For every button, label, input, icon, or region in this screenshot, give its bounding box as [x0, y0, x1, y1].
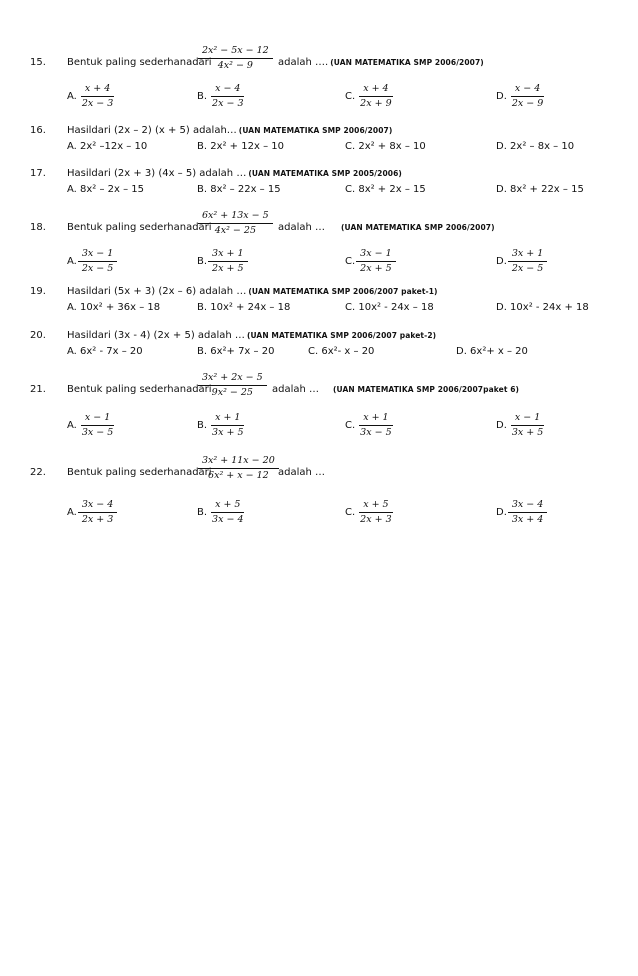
option-a[interactable]: A. $\frac{3x - 4}{2x + 3}$	[67, 499, 118, 526]
question-stem	[67, 467, 212, 478]
option-b[interactable]: B. $\frac{3x + 1}{2x + 5}$	[197, 248, 249, 275]
question-stem: Hasildari (2x + 3) (4x – 5) adalah … (UAN MATEMATIKA SMP 2005/2006)	[67, 168, 402, 179]
option-c[interactable]: C. 6x²- x – 20	[308, 346, 375, 357]
question-stem	[67, 384, 212, 395]
fraction-numerator: 2x² − 5x − 12	[198, 45, 273, 59]
source-note: (UAN MATEMATIKA SMP 2006/2007)	[341, 223, 495, 232]
question-15	[30, 45, 615, 117]
stem-suffix: adalah …	[278, 467, 326, 478]
question-22	[30, 455, 615, 533]
option-c[interactable]: C. 8x² + 2x – 15	[345, 184, 426, 195]
stem-prefix: Bentuk paling sederhanadari	[67, 384, 212, 395]
option-d[interactable]: D. 10x² - 24x + 18	[496, 302, 589, 313]
option-d[interactable]: D. 6x²+ x – 20	[456, 346, 528, 357]
question-16	[30, 125, 615, 157]
question-number: 16.	[30, 125, 46, 136]
option-d[interactable]: D. $\frac{3x - 4}{3x + 4}$	[496, 499, 548, 526]
question-stem	[67, 222, 212, 233]
option-c[interactable]: C. 10x² - 24x – 18	[345, 302, 434, 313]
question-19	[30, 286, 615, 318]
question-stem	[67, 57, 212, 68]
question-number: 17.	[30, 168, 46, 179]
option-a[interactable]: A. $\frac{3x - 1}{2x - 5}$	[67, 248, 118, 275]
option-d[interactable]: D. 8x² + 22x – 15	[496, 184, 584, 195]
question-number: 21.	[30, 384, 46, 395]
option-b[interactable]: B. $\frac{x + 1}{3x + 5}$	[197, 412, 244, 438]
source-note: (UAN MATEMATIKA SMP 2006/2007)	[330, 58, 484, 67]
question-number: 19.	[30, 286, 46, 297]
option-b[interactable]: B. $\frac{x + 5}{3x - 4}$	[197, 499, 244, 525]
stem-suffix: adalah … (UAN MATEMATIKA SMP 2006/2007paket 6)	[272, 384, 520, 395]
expression-fraction	[197, 45, 274, 72]
option-a[interactable]: A. 2x² –12x – 10	[67, 141, 148, 152]
fraction-numerator: 3x² + 2x − 5	[198, 372, 267, 386]
stem-prefix: Bentuk paling sederhanadari	[67, 222, 212, 233]
stem-suffix: adalah …. (UAN MATEMATIKA SMP 2006/2007)	[278, 57, 484, 68]
option-d[interactable]: D. $\frac{3x + 1}{2x - 5}$	[496, 248, 548, 275]
fraction-denominator: 9x² − 25	[211, 387, 253, 398]
option-b[interactable]: B. $\frac{x - 4}{2x - 3}$	[197, 83, 244, 109]
fraction-denominator: 6x² + x − 12	[208, 470, 269, 481]
option-c[interactable]: C. $\frac{x + 5}{2x + 3}$	[345, 499, 392, 525]
option-d[interactable]: D. $\frac{x - 4}{2x - 9}$	[496, 83, 544, 109]
stem-suffix: adalah … (UAN MATEMATIKA SMP 2006/2007)	[278, 222, 495, 233]
option-d[interactable]: D. 2x² – 8x – 10	[496, 141, 575, 152]
source-note: (UAN MATEMATIKA SMP 2006/2007)	[238, 126, 393, 135]
source-note: (UAN MATEMATIKA SMP 2006/2007 paket-1)	[248, 287, 438, 296]
stem-prefix: Bentuk paling sederhanadari	[67, 57, 212, 68]
option-b[interactable]: B. 10x² + 24x – 18	[197, 302, 291, 313]
option-c[interactable]: C. $\frac{x + 1}{3x - 5}$	[345, 412, 392, 438]
question-number: 15.	[30, 57, 46, 68]
option-d[interactable]: D. $\frac{x - 1}{3x + 5}$	[496, 412, 544, 438]
source-note: (UAN MATEMATIKA SMP 2005/2006)	[248, 169, 402, 178]
fraction-denominator: 4x² − 25	[214, 225, 256, 236]
question-number: 20.	[30, 330, 46, 341]
question-stem: Hasildari (5x + 3) (2x – 6) adalah … (UAN MATEMATIKA SMP 2006/2007 paket-1)	[67, 286, 438, 297]
fraction-numerator: 3x² + 11x − 20	[198, 455, 279, 469]
stem-prefix: Bentuk paling sederhanadari	[67, 467, 212, 478]
expression-fraction	[197, 372, 268, 399]
question-17	[30, 168, 615, 200]
expression-fraction	[197, 210, 274, 237]
fraction-numerator: 6x² + 13x − 5	[198, 210, 273, 224]
option-c[interactable]: C. $\frac{3x - 1}{2x + 5}$	[345, 248, 397, 275]
question-20	[30, 330, 615, 362]
question-number: 18.	[30, 222, 46, 233]
option-a[interactable]: A. 8x² – 2x – 15	[67, 184, 145, 195]
question-18	[30, 210, 615, 282]
question-stem: Hasildari (3x - 4) (2x + 5) adalah … (UAN MATEMATIKA SMP 2006/2007 paket-2)	[67, 330, 437, 341]
option-b[interactable]: B. 6x²+ 7x – 20	[197, 346, 275, 357]
question-stem: Hasildari (2x – 2) (x + 5) adalah… (UAN MATEMATIKA SMP 2006/2007)	[67, 125, 393, 136]
option-a[interactable]: A. 10x² + 36x – 18	[67, 302, 161, 313]
source-note: (UAN MATEMATIKA SMP 2006/2007paket 6)	[333, 385, 520, 394]
option-b[interactable]: B. 2x² + 12x – 10	[197, 141, 284, 152]
expression-fraction	[197, 455, 280, 482]
fraction-denominator: 4x² − 9	[217, 60, 253, 71]
source-note: (UAN MATEMATIKA SMP 2006/2007 paket-2)	[246, 331, 437, 340]
option-c[interactable]: C. $\frac{x + 4}{2x + 9}$	[345, 83, 392, 109]
option-b[interactable]: B. 8x² – 22x – 15	[197, 184, 281, 195]
option-c[interactable]: C. 2x² + 8x – 10	[345, 141, 426, 152]
question-21	[30, 372, 615, 446]
option-a[interactable]: A. 6x² - 7x – 20	[67, 346, 143, 357]
question-number: 22.	[30, 467, 46, 478]
option-a[interactable]: A. $\frac{x + 4}{2x - 3}$	[67, 83, 114, 109]
option-a[interactable]: A. $\frac{x - 1}{3x - 5}$	[67, 412, 114, 438]
